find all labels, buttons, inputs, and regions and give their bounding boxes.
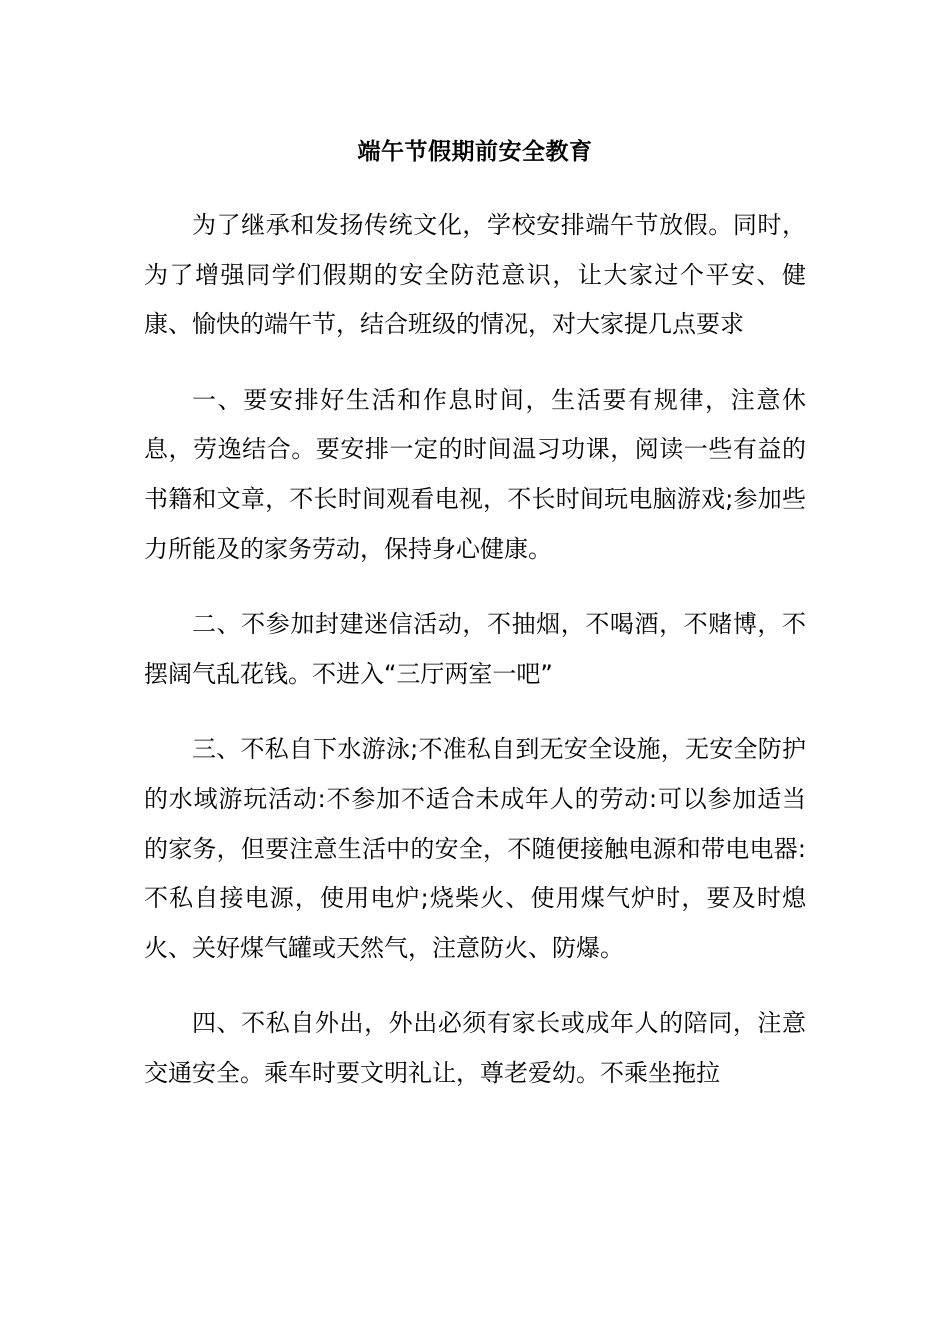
document-body bbox=[144, 201, 806, 1125]
paragraph-intro: 为了继承和发扬传统文化，学校安排端午节放假。同时，为了增强同学们假期的安全防范意识，让大家过个平安、健康、愉快的端午节，结合班级的情况，对大家提几点要求 bbox=[144, 211, 806, 339]
paragraph-rule-1: 一、要安排好生活和作息时间，生活要有规律，注意休息，劳逸结合。要安排一定的时间温习功课，阅读一些有益的书籍和文章，不长时间观看电视，不长时间玩电脑游戏;参加些力所能及的家务劳动，保持身心健康。 bbox=[144, 385, 806, 563]
document-title: 端午节假期前安全教育 bbox=[357, 139, 593, 165]
paragraph-rule-2: 二、不参加封建迷信活动，不抽烟，不喝酒，不赌博，不摆阔气乱花钱。不进入“三厅两室一吧” bbox=[144, 610, 806, 688]
paragraph-rule-4: 四、不私自外出，外出必须有家长或成年人的陪同，注意交通安全。乘车时要文明礼让，尊老爱幼。不乘坐拖拉 bbox=[144, 1009, 806, 1087]
paragraph-rule-3: 三、不私自下水游泳;不准私自到无安全设施，无安全防护的水域游玩活动:不参加不适合未成年人的劳动:可以参加适当的家务，但要注意生活中的安全，不随便接触电源和带电电器:不私自接电源，使用电炉;烧柴火、使用煤气炉时，要及时熄火、关好煤气罐或天然气，注意防火、防爆。 bbox=[144, 735, 806, 962]
